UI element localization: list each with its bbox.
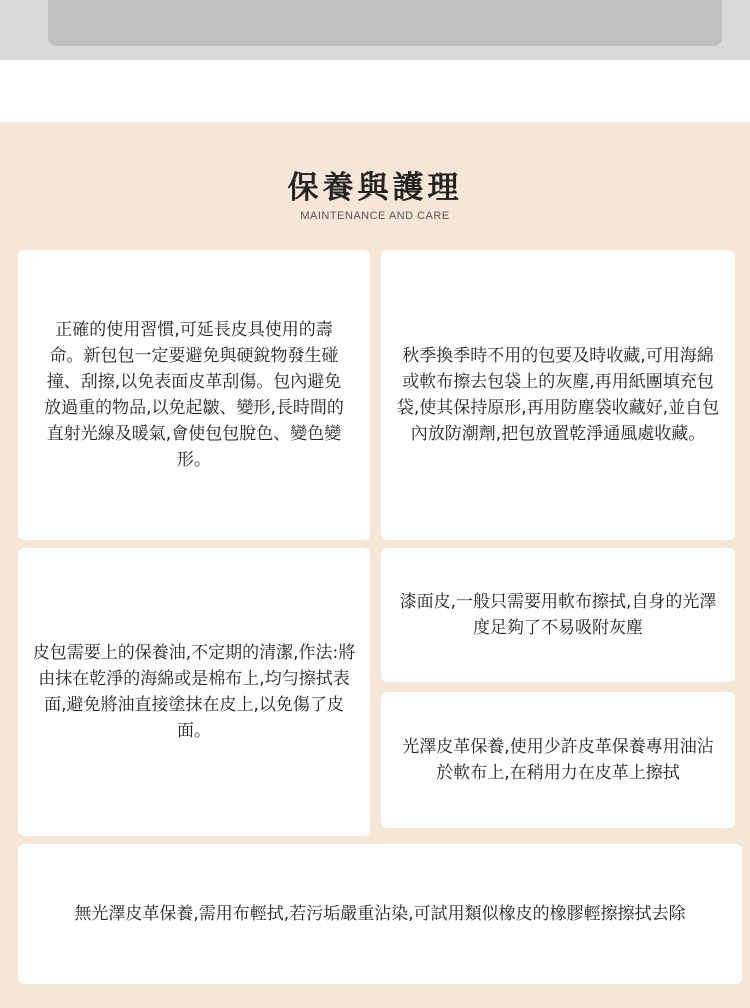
care-card-text: 正確的使用習慣,可延長皮具使用的壽命。新包包一定要避免與硬銳物發生碰撞、刮擦,以免表面皮革刮傷。包內避免放過重的物品,以免起皺、變形,長時間的直射光線及暖氣,會使包包脫色、變色變形。 bbox=[44, 320, 344, 470]
care-card-oil-cleaning bbox=[18, 548, 370, 836]
white-spacer bbox=[0, 60, 750, 122]
care-card-glossy-leather bbox=[381, 692, 735, 828]
care-card-patent-leather bbox=[381, 548, 735, 682]
care-card-text: 漆面皮,一般只需要用軟布擦拭,自身的光澤度足夠了不易吸附灰塵 bbox=[399, 592, 717, 638]
care-card-daily-use bbox=[18, 250, 370, 540]
care-card-text: 無光澤皮革保養,需用布輕拭,若污垢嚴重沾染,可試用類似橡皮的橡膠輕擦擦拭去除 bbox=[74, 904, 686, 924]
care-card-text: 皮包需要上的保養油,不定期的清潔,作法:將由抹在乾淨的海綿或是棉布上,均勻擦拭表面,避免將油直接塗抹在皮上,以免傷了皮面。 bbox=[32, 643, 356, 741]
care-card-matte-leather bbox=[18, 844, 742, 984]
care-card-text: 光澤皮革保養,使用少許皮革保養專用油沾於軟布上,在稍用力在皮革上擦拭 bbox=[402, 737, 714, 783]
section-subtitle: MAINTENANCE AND CARE bbox=[300, 210, 450, 222]
top-band bbox=[0, 0, 750, 60]
care-card-text: 秋季換季時不用的包要及時收藏,可用海綿或軟布擦去包袋上的灰塵,再用紙團填充包袋,使其保持原形,再用防塵袋收藏好,並自包內放防潮劑,把包放置乾淨通風處收藏。 bbox=[396, 346, 720, 444]
care-card-storage bbox=[381, 250, 735, 540]
section-title: 保養與護理 bbox=[287, 170, 463, 206]
top-image-placeholder bbox=[48, 0, 722, 46]
